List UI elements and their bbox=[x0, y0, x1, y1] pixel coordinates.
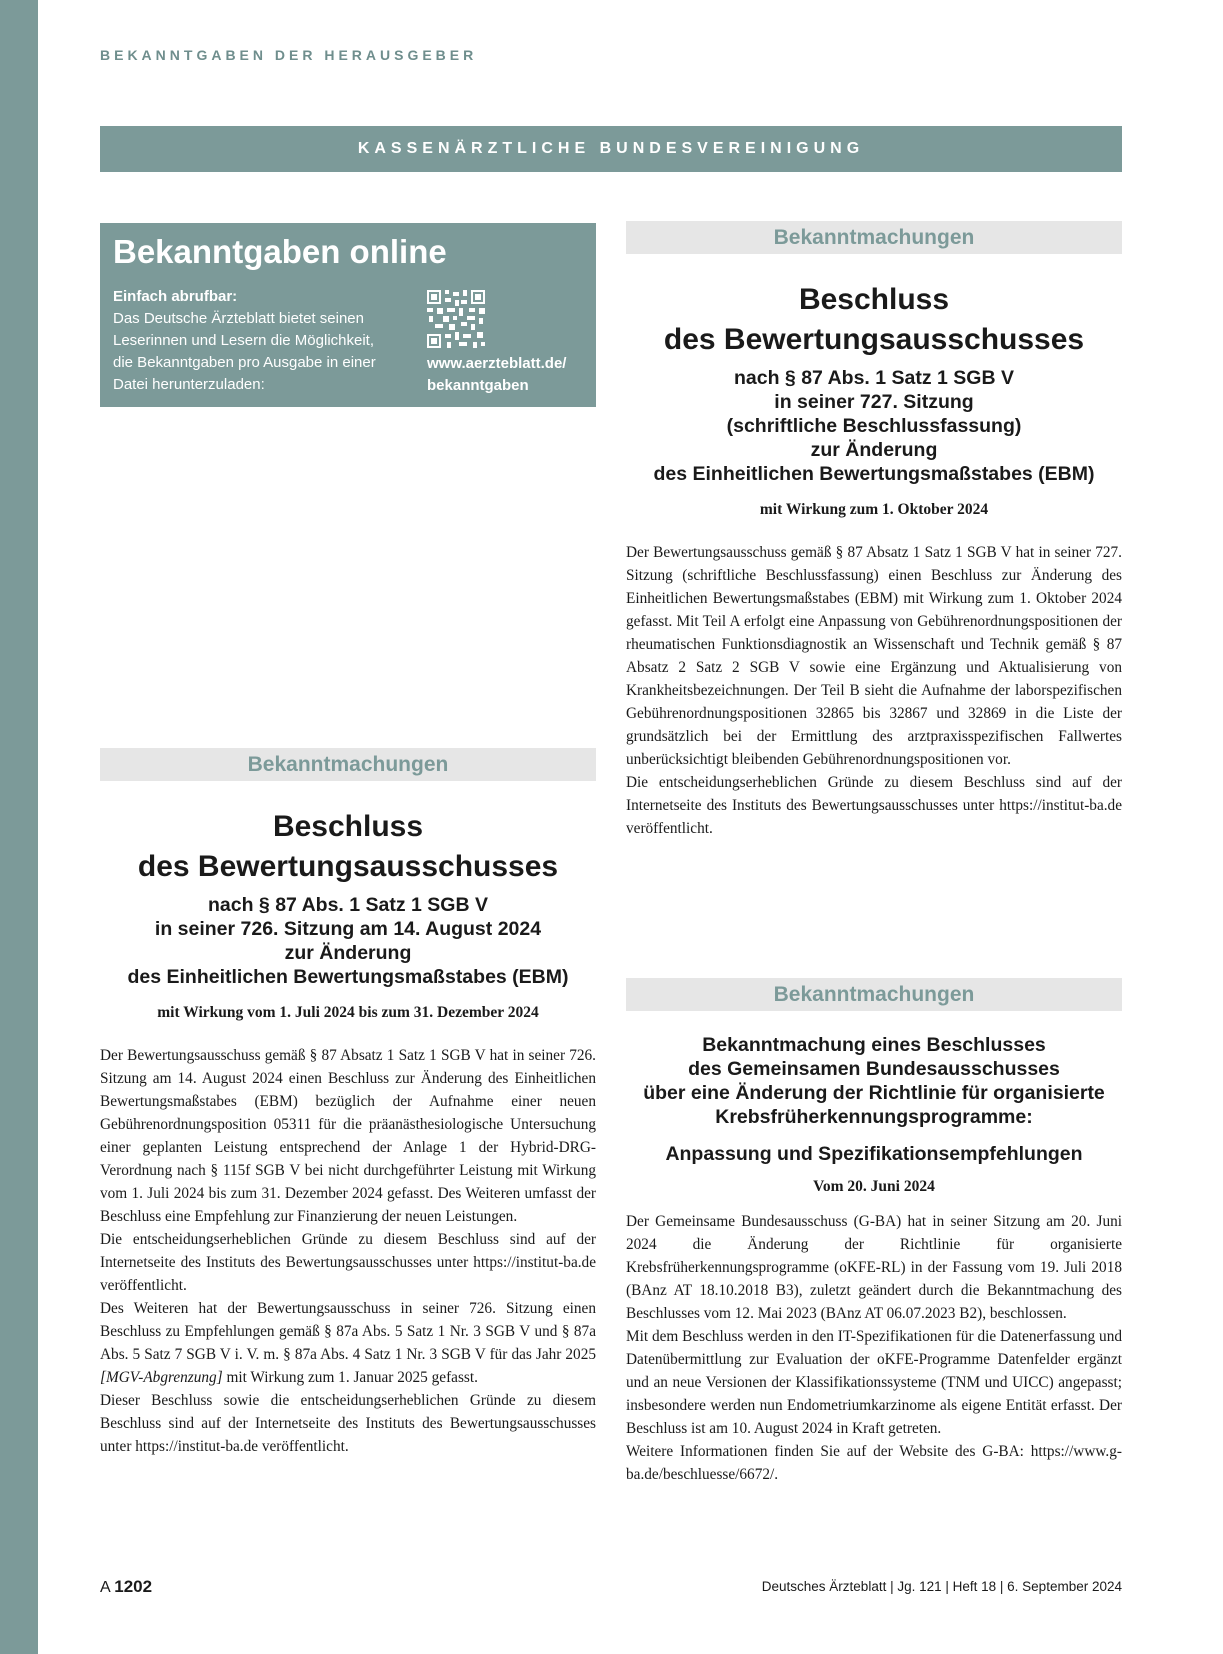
url-line-2: bekanntgaben bbox=[427, 377, 529, 394]
title-line: Beschluss bbox=[272, 810, 424, 843]
article-title bbox=[626, 1033, 1122, 1129]
title-line: Bekanntmachung eines Beschlusses bbox=[702, 1034, 1046, 1056]
article-body bbox=[626, 1210, 1122, 1486]
subtitle-line: zur Änderung bbox=[284, 942, 412, 964]
paragraph: Mit dem Beschluss werden in den IT-Spezifikationen für die Datenerfassung und Datenübermittlung zur Evaluation der oKFE-Programme Datenfelder ergänzt und an neue Versionen der Klassifikationssysteme (TNM und UICC) angepasst; insbesondere werden nun Endometriumkarzinome als eigene Entität erfasst. Der Beschluss ist am 10. August 2024 in Kraft getreten. bbox=[626, 1328, 1122, 1437]
journal-citation: Deutsches Ärzteblatt | Jg. 121 | Heft 18 | 6. September 2024 bbox=[761, 1579, 1122, 1594]
title-line: Beschluss bbox=[798, 283, 950, 316]
page-number-value: 1202 bbox=[114, 1577, 153, 1596]
qr-code-icon[interactable] bbox=[427, 290, 485, 348]
title-line: des Bewertungsausschusses bbox=[663, 323, 1085, 356]
paragraph-text: Des Weiteren hat der Bewertungsausschuss in seiner 726. Sitzung einen Beschluss zu Empfehlungen gemäß § 87a Abs. 5 Satz 1 Nr. 3 SGB V und § 87a Abs. 5 Satz 7 SGB V i. V. m. § 87a Abs. 4 Satz 1 Nr. 3 SGB V für das Jahr 2025 bbox=[100, 1300, 596, 1363]
subtitle-line: nach § 87 Abs. 1 Satz 1 SGB V bbox=[208, 894, 488, 916]
section-header: Bekanntmachungen bbox=[100, 748, 596, 781]
paragraph: Der Bewertungsausschuss gemäß § 87 Absatz 1 Satz 1 SGB V hat in seiner 726. Sitzung am 14. August 2024 einen Beschluss zur Änderung des Einheitlichen Bewertungsmaßstabes (EBM) bezüglich der Aufnahme einer neuen Gebührenordnungsposition 05311 für die präanästhesiologische Untersuchung einer geplanten Leistung entsprechend der Anlage 1 der Hybrid-DRG-Verordnung nach § 115f SGB V bei nicht durchgeführter Leistung mit Wirkung vom 1. Juli 2024 bis zum 31. Dezember 2024 gefasst. Des Weiteren umfasst der Beschluss eine Empfehlung zur Finanzierung der neuen Leistungen. bbox=[100, 1047, 596, 1225]
article-subtitle bbox=[626, 366, 1122, 486]
paragraph: Dieser Beschluss sowie die entscheidungserheblichen Gründe zu diesem Beschluss sind auf der Internetseite des Instituts des Bewertungsausschusses unter https://institut-ba.de veröffentlicht. bbox=[100, 1392, 596, 1455]
section-label: BEKANNTGABEN DER HERAUSGEBER bbox=[100, 47, 478, 63]
kbv-banner: KASSENÄRZTLICHE BUNDESVEREINIGUNG bbox=[100, 126, 1122, 172]
paragraph: Der Bewertungsausschuss gemäß § 87 Absatz 1 Satz 1 SGB V hat in seiner 727. Sitzung (schriftliche Beschlussfassung) einen Beschluss zur Änderung des Einheitlichen Bewertungsmaßstabes (EBM) mit Wirkung zum 1. Oktober 2024 gefasst. Mit Teil A erfolgt eine Anpassung von Gebührenordnungspositionen der rheumatischen Funktionsdiagnostik an Wissenschaft und Technik gemäß § 87 Absatz 2 Satz 2 SGB V sowie eine Ergänzung und Aktualisierung von Krankheitsbezeichnungen. Der Teil B sieht die Aufnahme der laborspezifischen Gebührenordnungspositionen 32865 bis 32867 und 32869 in die Liste der grundsätzlich bei der Ermittlung des arztpraxisspezifischen Fallwertes unberücksichtigt bleibenden Gebührenordnungspositionen vor. bbox=[626, 544, 1122, 768]
paragraph: Die entscheidungserheblichen Gründe zu diesem Beschluss sind auf der Internetseite des Instituts des Bewertungsausschusses unter https://institut-ba.de veröffentlicht. bbox=[626, 774, 1122, 837]
article-subtitle bbox=[100, 893, 596, 989]
online-box-title: Bekanntgaben online bbox=[113, 233, 447, 270]
online-box-subtitle: Einfach abrufbar: bbox=[113, 288, 238, 305]
subtitle-line: (schriftliche Beschlussfassung) bbox=[726, 415, 1022, 437]
title-line: des Bewertungsausschusses bbox=[137, 850, 559, 883]
title-line: des Gemeinsamen Bundesausschusses bbox=[688, 1058, 1060, 1080]
online-box-text: Das Deutsche Ärzteblatt bietet seinen Leserinnen und Lesern die Möglichkeit, die Bekanntgaben pro Ausgabe in einer Datei herunterzuladen: bbox=[113, 310, 376, 393]
section-header: Bekanntmachungen bbox=[626, 978, 1122, 1011]
paragraph bbox=[100, 1297, 596, 1389]
effective-date: mit Wirkung vom 1. Juli 2024 bis zum 31. Dezember 2024 bbox=[157, 1004, 539, 1021]
title-line: über eine Änderung der Richtlinie für organisierte bbox=[643, 1082, 1105, 1104]
subtitle-line: des Einheitlichen Bewertungsmaßstabes (EBM) bbox=[653, 463, 1095, 485]
paragraph: Die entscheidungserheblichen Gründe zu diesem Beschluss sind auf der Internetseite des Instituts des Bewertungsausschusses unter https://institut-ba.de veröffentlicht. bbox=[100, 1231, 596, 1294]
article-body bbox=[626, 541, 1122, 840]
subtitle-line: in seiner 727. Sitzung bbox=[774, 391, 974, 413]
subtitle-line: in seiner 726. Sitzung am 14. August 2024 bbox=[154, 918, 542, 940]
subtitle-line: des Einheitlichen Bewertungsmaßstabes (EBM) bbox=[127, 966, 569, 988]
page-prefix: A bbox=[100, 1579, 110, 1596]
article-title bbox=[100, 807, 596, 887]
online-box-url[interactable] bbox=[427, 353, 566, 397]
article-body bbox=[100, 1044, 596, 1458]
title-line: Krebsfrüherkennungsprogramme: bbox=[715, 1106, 1033, 1128]
article-subtitle: Anpassung und Spezifikationsempfehlungen bbox=[665, 1143, 1083, 1165]
article-date: Vom 20. Juni 2024 bbox=[813, 1178, 935, 1195]
effective-date: mit Wirkung zum 1. Oktober 2024 bbox=[759, 501, 989, 518]
paragraph-text: mit Wirkung zum 1. Januar 2025 gefasst. bbox=[222, 1369, 478, 1386]
online-info-box bbox=[100, 223, 596, 407]
subtitle-line: zur Änderung bbox=[810, 439, 938, 461]
paragraph: Der Gemeinsame Bundesausschuss (G-BA) hat in seiner Sitzung am 20. Juni 2024 die Änderung der Richtlinie für organisierte Krebsfrüherkennungsprogramme (oKFE-RL) in der Fassung vom 19. Juli 2018 (BAnz AT 18.10.2018 B3), zuletzt geändert durch die Bekanntmachung des Beschlusses vom 12. Mai 2023 (BAnz AT 06.07.2023 B2), beschlossen. bbox=[626, 1213, 1122, 1322]
subtitle-line: nach § 87 Abs. 1 Satz 1 SGB V bbox=[734, 367, 1014, 389]
article-726 bbox=[100, 748, 596, 1458]
article-gba bbox=[626, 978, 1122, 1486]
url-line-1: www.aerzteblatt.de/ bbox=[427, 355, 567, 372]
italic-term: [MGV-Abgrenzung] bbox=[100, 1369, 223, 1386]
page-number bbox=[100, 1577, 152, 1597]
article-727 bbox=[626, 221, 1122, 840]
paragraph: Weitere Informationen finden Sie auf der Website des G-BA: https://www.g-ba.de/beschluesse/6672/. bbox=[626, 1443, 1122, 1483]
left-accent-bar bbox=[0, 0, 38, 1654]
article-title bbox=[626, 280, 1122, 360]
section-header: Bekanntmachungen bbox=[626, 221, 1122, 254]
